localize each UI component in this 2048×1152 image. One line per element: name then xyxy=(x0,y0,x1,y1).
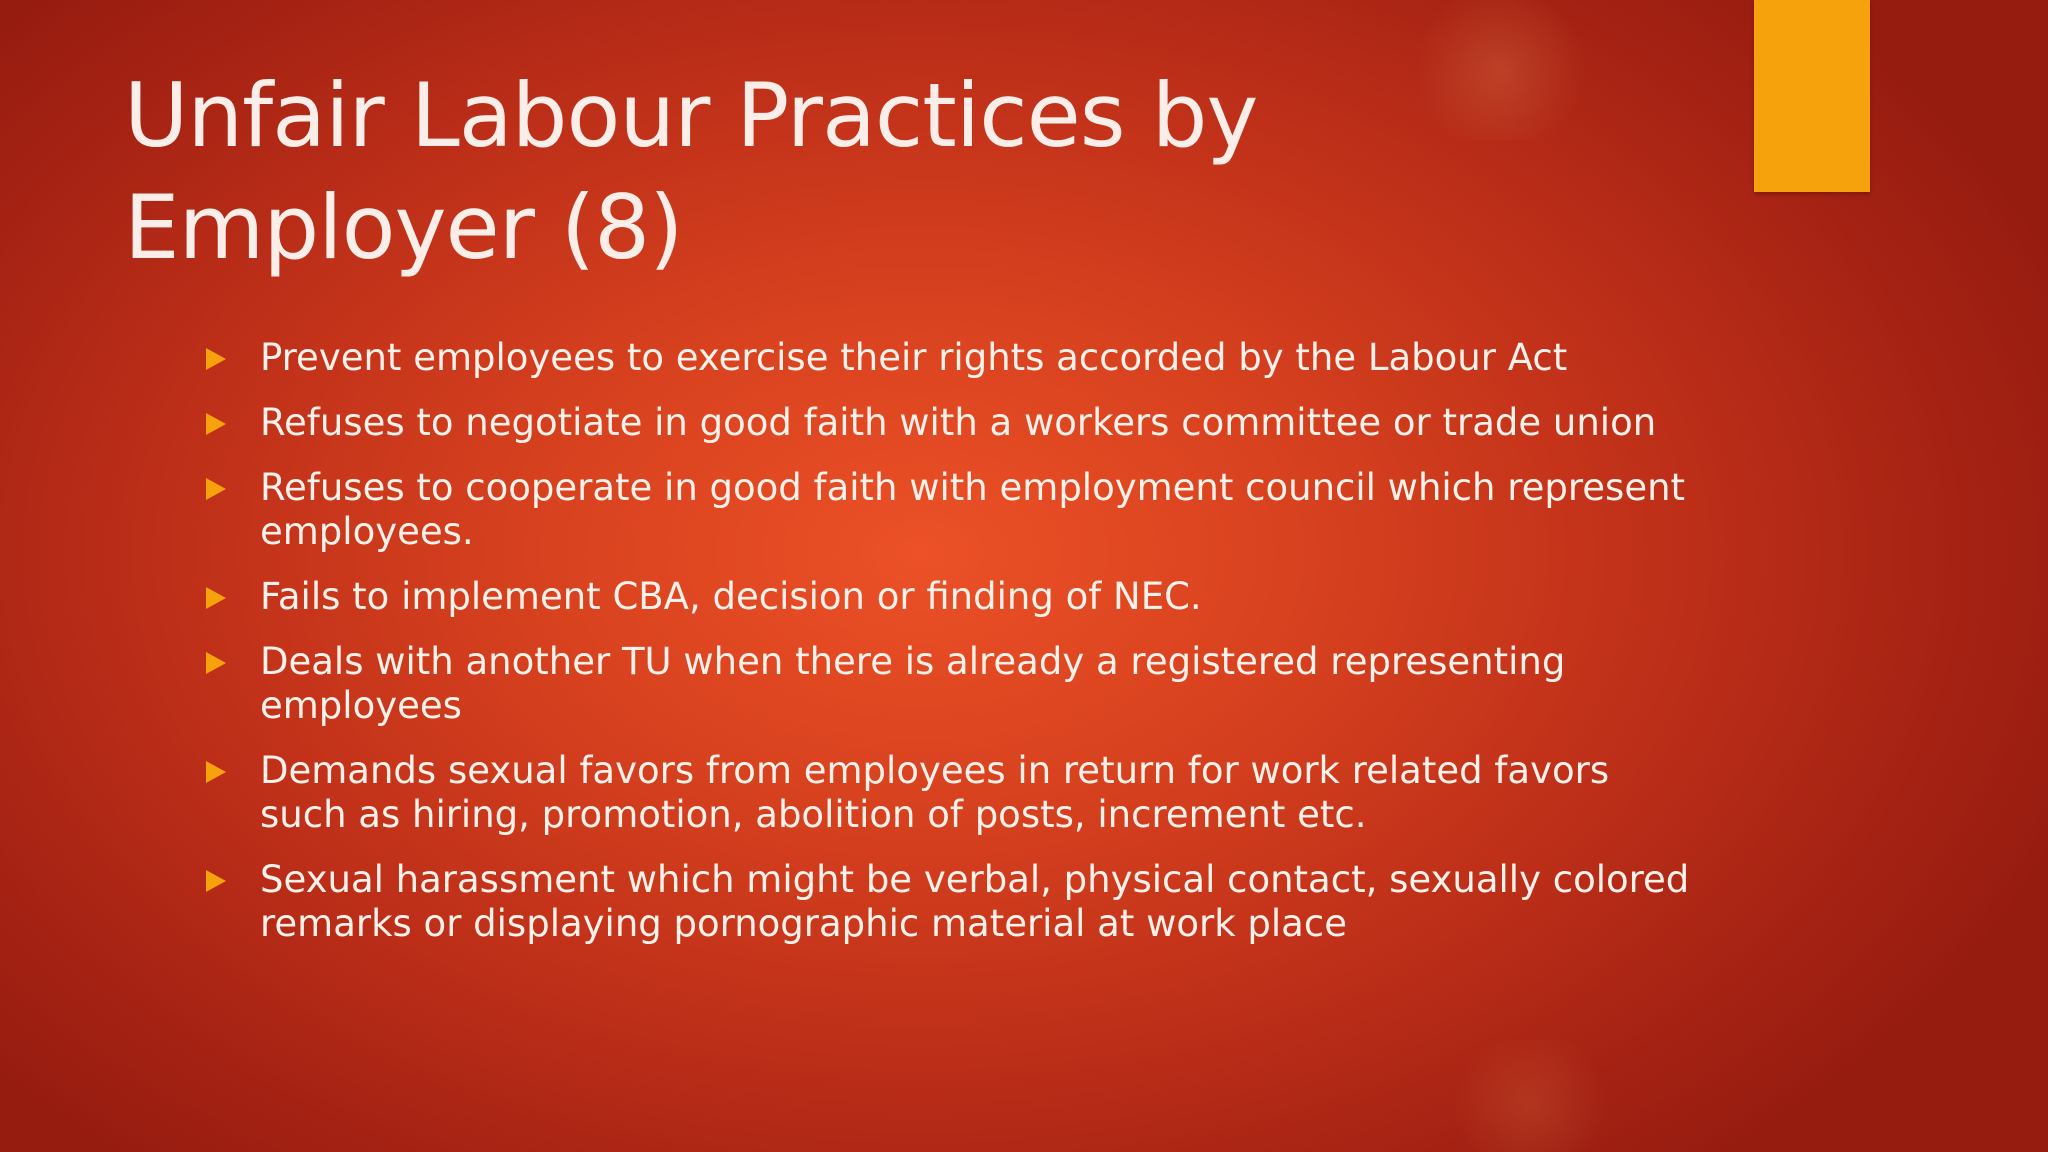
slide-title: Unfair Labour Practices by Employer (8) xyxy=(124,64,1258,279)
bullet-item xyxy=(200,401,1700,445)
bullet-item xyxy=(200,336,1700,380)
triangle-right-icon xyxy=(206,761,226,783)
triangle-right-icon xyxy=(206,652,226,674)
bullet-item xyxy=(200,466,1700,554)
bullet-text: Sexual harassment which might be verbal, physical contact, sexually colored remarks or displaying pornographic material at work place xyxy=(260,858,1690,945)
bullet-item xyxy=(200,575,1700,619)
bullet-text: Refuses to cooperate in good faith with employment council which represent employees. xyxy=(260,466,1686,553)
bullet-item xyxy=(200,749,1700,837)
triangle-right-icon xyxy=(206,413,226,435)
triangle-right-icon xyxy=(206,478,226,500)
accent-bar xyxy=(1754,0,1870,192)
bullet-text: Deals with another TU when there is already a registered representing employees xyxy=(260,640,1566,727)
bullet-text: Refuses to negotiate in good faith with a workers committee or trade union xyxy=(260,401,1657,444)
triangle-right-icon xyxy=(206,870,226,892)
triangle-right-icon xyxy=(206,587,226,609)
bullet-text: Fails to implement CBA, decision or finding of NEC. xyxy=(260,575,1202,618)
bullet-item xyxy=(200,640,1700,728)
bullet-text: Demands sexual favors from employees in return for work related favors such as hiring, promotion, abolition of posts, increment etc. xyxy=(260,749,1610,836)
bullet-list xyxy=(200,336,1700,967)
bullet-text: Prevent employees to exercise their rights accorded by the Labour Act xyxy=(260,336,1568,379)
triangle-right-icon xyxy=(206,348,226,370)
bullet-item xyxy=(200,858,1700,946)
